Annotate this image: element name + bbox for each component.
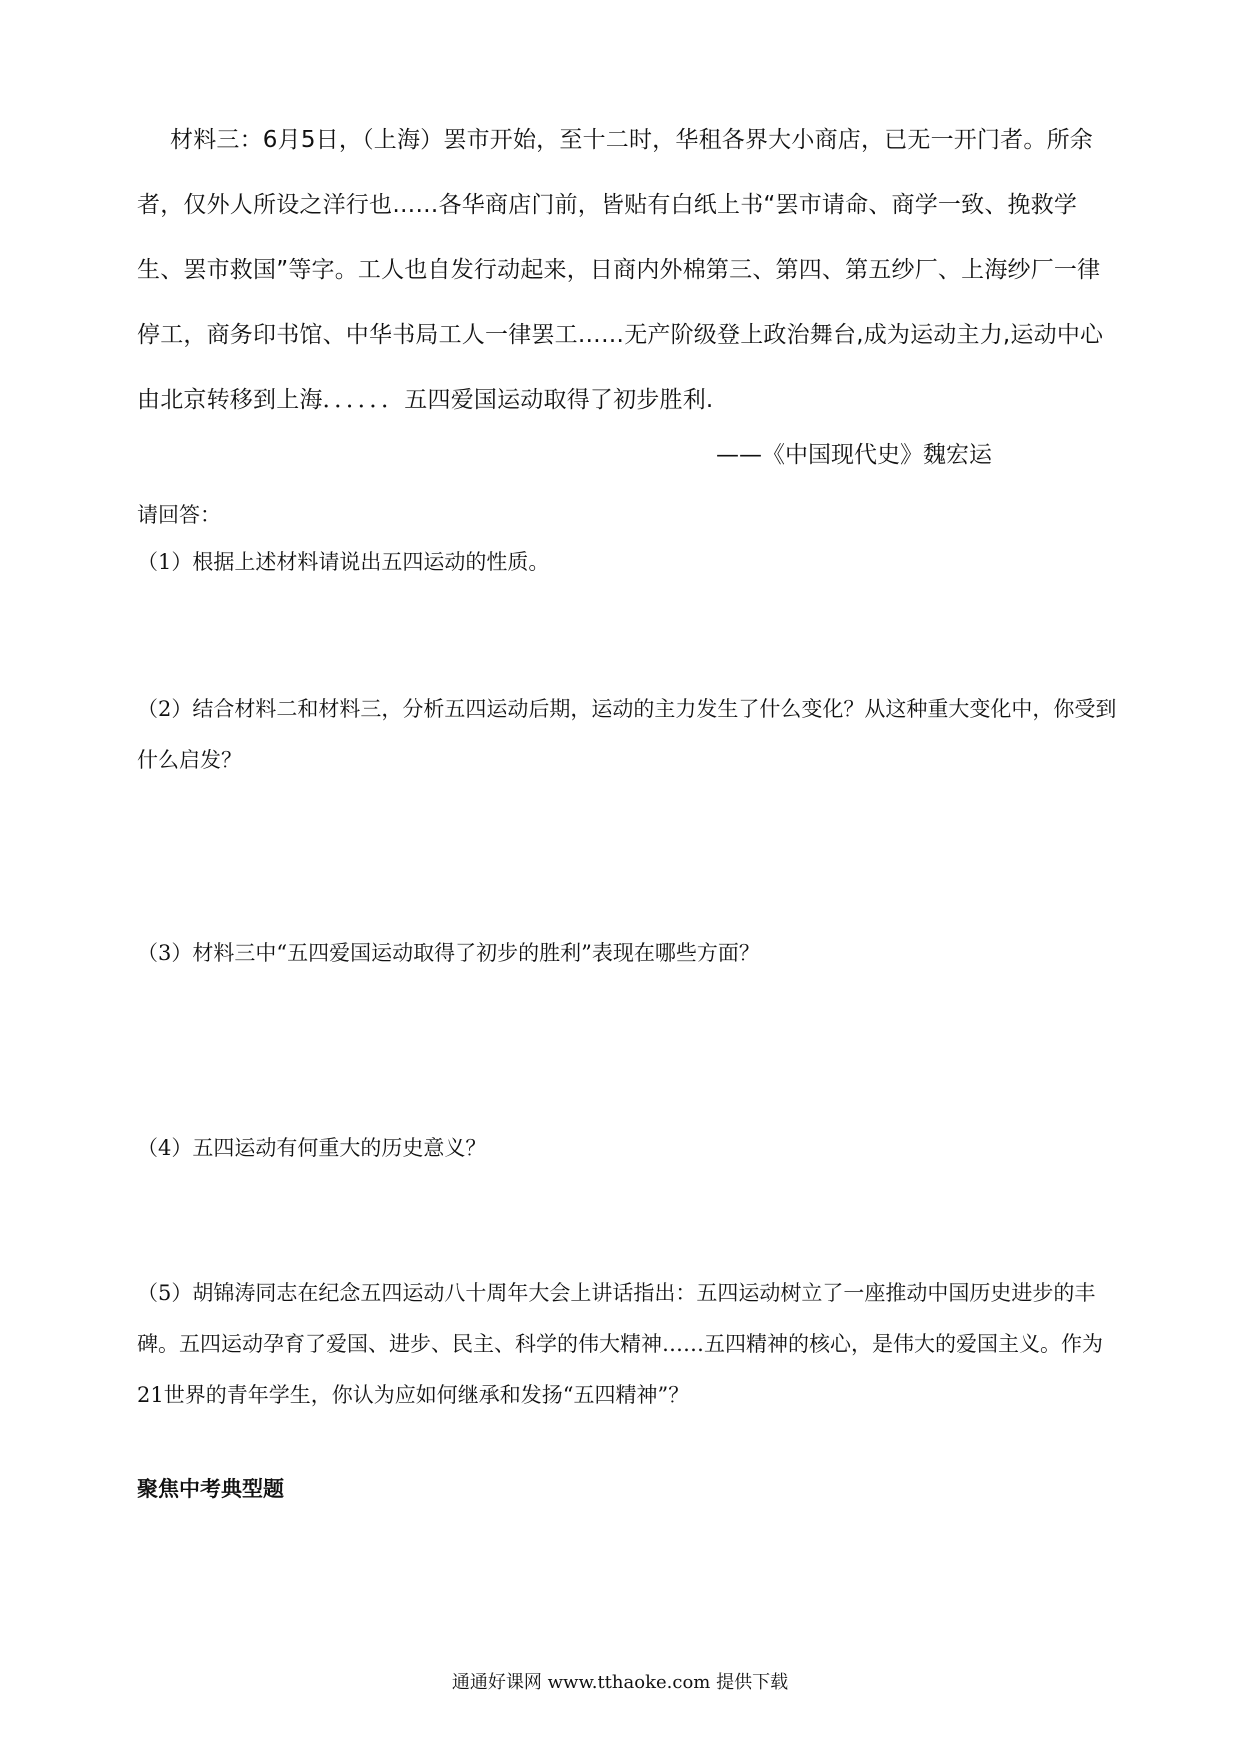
material-three-paragraph: 材料三：6月5日，（上海）罢市开始，至十二时，华租各界大小商店，已无一开门者。所余者，仅外人所设之洋行也……各华商店门前，皆贴有白纸上书“罢市请命、商学一致、挽救学生、罢市救国”等字。工人也自发行动起来，日商内外棉第三、第四、第五纱厂、上海纱厂一律停工，商务印书馆、中华书局工人一律罢工……无产阶级登上政治舞台,成为运动主力,运动中心由北京转移到上海．．．．．．五四爱国运动取得了初步胜利. [137, 127, 1104, 413]
answer-prompt: 请回答： [137, 503, 221, 527]
section-title: 聚焦中考典型题 [137, 1477, 284, 1501]
question-1: （1）根据上述材料请说出五四运动的性质。 [137, 550, 550, 574]
question-3: （3）材料三中“五四爱国运动取得了初步的胜利”表现在哪些方面？ [137, 941, 760, 965]
material-source-citation: ——《中国现代史》魏宏运 [716, 442, 992, 468]
page-footer: 通通好课网 www.tthaoke.com 提供下载 [451, 1672, 789, 1693]
question-5: （5）胡锦涛同志在纪念五四运动八十周年大会上讲话指出：五四运动树立了一座推动中国历史进步的丰碑。五四运动孕育了爱国、进步、民主、科学的伟大精神……五四精神的核心，是伟大的爱国主义。作为21世界的青年学生，你认为应如何继承和发扬“五四精神”？ [137, 1281, 1103, 1407]
question-4: （4）五四运动有何重大的历史意义？ [137, 1136, 487, 1160]
question-2: （2）结合材料二和材料三，分析五四运动后期，运动的主力发生了什么变化？从这种重大变化中，你受到什么启发？ [137, 697, 1117, 772]
